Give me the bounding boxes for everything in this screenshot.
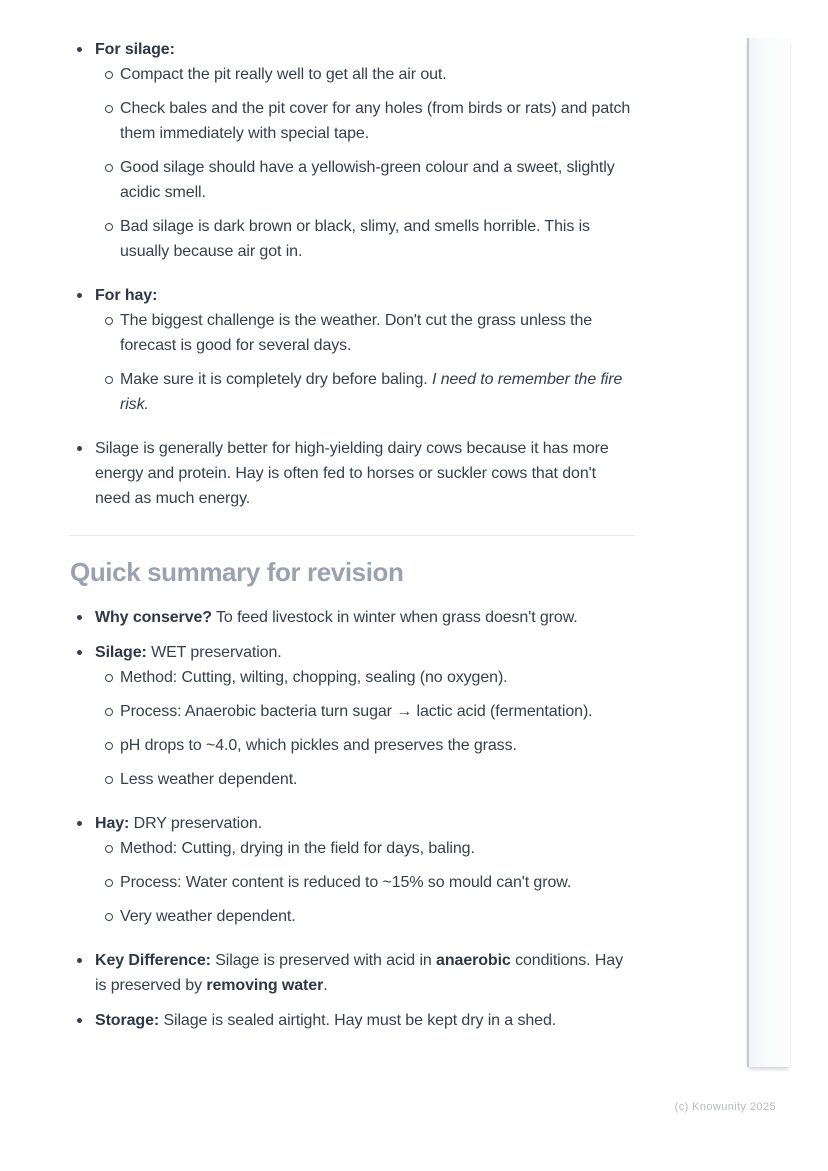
copyright-watermark: (c) Knowunity 2025 [674, 1101, 776, 1113]
sub-bullet-list [95, 308, 634, 417]
text-segment: conditions. Hay is preserved by [95, 952, 623, 994]
sub-list-item [95, 733, 634, 758]
bullet-list [70, 37, 634, 511]
text-segment: The biggest challenge is the weather. Don't cut the grass unless the forecast is good for several days. [120, 312, 593, 354]
text-segment: I need to remember the fire risk. [120, 371, 623, 413]
text-segment: Compact the pit really well to get all the air out. [120, 66, 447, 83]
page-content [70, 0, 634, 1043]
bullet-list [70, 605, 634, 1033]
text-segment: anaerobic [436, 952, 511, 969]
sub-bullet-list [95, 836, 634, 929]
sub-list-item [95, 96, 634, 146]
sub-list-item [95, 62, 634, 87]
text-segment: Process: Anaerobic bacteria turn sugar → lactic acid (fermentation). [120, 703, 593, 720]
text-segment: Make sure it is completely dry before baling. [120, 371, 432, 388]
sub-list-item [95, 214, 634, 264]
list-item [70, 1008, 634, 1033]
sub-list-item [95, 836, 634, 861]
next-page-edge[interactable] [747, 38, 790, 1067]
text-segment: Hay: [95, 815, 130, 832]
text-segment: Silage is generally better for high-yielding dairy cows because it has more energy and protein. Hay is often fed to horses or suckler cows that don't need as much energy. [95, 440, 609, 507]
sub-list-item [95, 367, 634, 417]
sub-list-item [95, 767, 634, 792]
text-segment: Why conserve? [95, 609, 212, 626]
text-segment: WET preservation. [146, 644, 282, 661]
list-item [70, 37, 634, 264]
sub-list-item [95, 699, 634, 724]
list-item [70, 436, 634, 511]
text-segment: pH drops to ~4.0, which pickles and preserves the grass. [120, 737, 517, 754]
text-segment: DRY preservation. [129, 815, 263, 832]
text-segment: Storage: [95, 1012, 160, 1029]
sub-list-item [95, 155, 634, 205]
sub-list-item [95, 904, 634, 929]
text-segment: Check bales and the pit cover for any holes (from birds or rats) and patch them immediately with special tape. [120, 100, 631, 142]
text-segment: For hay: [95, 287, 158, 304]
section-divider [70, 535, 634, 536]
sub-bullet-list [95, 62, 634, 264]
text-segment: Silage is preserved with acid in [210, 952, 437, 969]
list-item [70, 811, 634, 929]
text-segment: Method: Cutting, wilting, chopping, sealing (no oxygen). [120, 669, 508, 686]
text-segment: Good silage should have a yellowish-green colour and a sweet, slightly acidic smell. [120, 159, 615, 201]
sub-list-item [95, 665, 634, 690]
sub-bullet-list [95, 665, 634, 792]
list-item [70, 283, 634, 417]
text-segment: Process: Water content is reduced to ~15% so mould can't grow. [120, 874, 572, 891]
text-segment: To feed livestock in winter when grass doesn't grow. [211, 609, 578, 626]
sub-list-item [95, 308, 634, 358]
list-item [70, 640, 634, 792]
text-segment: For silage: [95, 41, 175, 58]
text-segment: Bad silage is dark brown or black, slimy, and smells horrible. This is usually because air got in. [120, 218, 590, 260]
text-segment: Method: Cutting, drying in the field for days, baling. [120, 840, 475, 857]
list-item [70, 948, 634, 998]
text-segment: removing water [206, 977, 324, 994]
list-item [70, 605, 634, 630]
text-segment: Key Difference: [95, 952, 211, 969]
sub-list-item [95, 870, 634, 895]
text-segment: Less weather dependent. [120, 771, 298, 788]
text-segment: Silage: [95, 644, 147, 661]
text-segment: . [323, 977, 328, 994]
text-segment: Very weather dependent. [120, 908, 296, 925]
text-segment: Silage is sealed airtight. Hay must be kept dry in a shed. [159, 1012, 557, 1029]
section-heading-quick-summary: Quick summary for revision [70, 557, 404, 587]
